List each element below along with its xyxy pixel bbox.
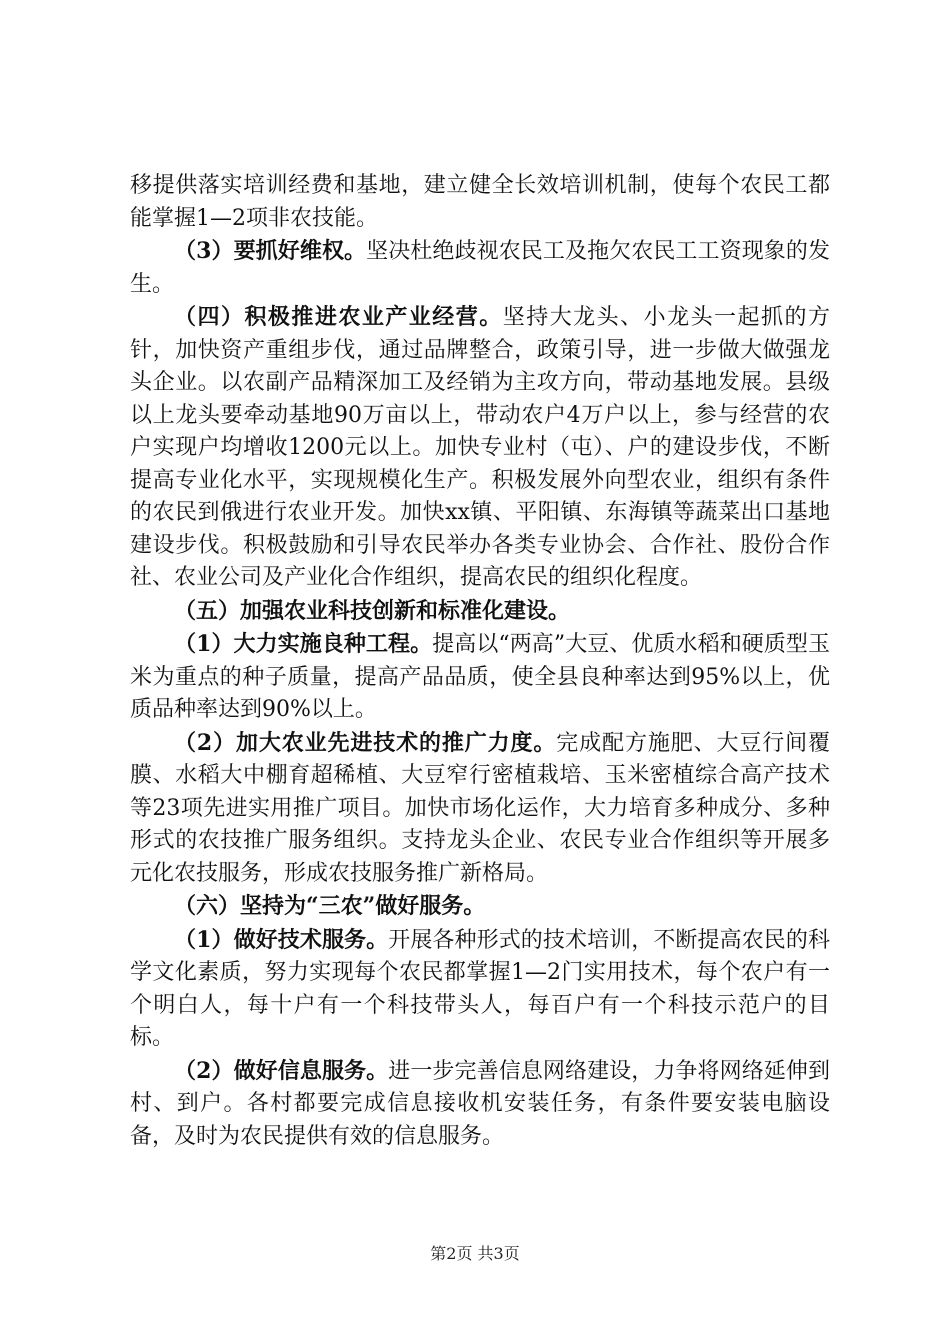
paragraph-9: [130, 1055, 830, 1154]
paragraph-2: [130, 235, 830, 301]
paragraph-6-heading: （2）加大农业先进技术的推广力度。: [174, 729, 557, 756]
paragraph-4: [130, 595, 830, 629]
paragraph-8-text: 开展各种形式的技术培训，不断提高农民的科学文化素质，努力实现每个农民都掌握1—2门实用技术，每个农户有一个明白人，每十户有一个科技带头人，每百户有一个科技示范户的目标。: [130, 927, 830, 1050]
paragraph-7: [130, 890, 830, 924]
paragraph-9-text: 进一步完善信息网络建设，力争将网络延伸到村、到户。各村都要完成信息接收机安装任务，有条件要安装电脑设备，及时为农民提供有效的信息服务。: [130, 1058, 830, 1149]
paragraph-5: [130, 628, 830, 727]
paragraph-5-heading: （1）大力实施良种工程。: [174, 631, 433, 657]
paragraph-1: [130, 170, 830, 235]
paragraph-8: [130, 924, 830, 1055]
paragraph-4-heading: （五）加强农业科技创新和标准化建设。: [174, 597, 571, 624]
paragraph-5-text: 提高以“两高”大豆、优质水稻和硬质型玉米为重点的种子质量，提高产品品质，使全县良种率达到95%以上，优质品种率达到90%以上。: [130, 632, 830, 722]
paragraph-3-heading: （四）积极推进农业产业经营。: [174, 304, 503, 330]
paragraph-2-text: 坚决杜绝歧视农民工及拖欠农民工工资现象的发生。: [130, 239, 830, 297]
page-number-label: 第2页 共3页: [430, 1244, 520, 1263]
paragraph-2-heading: （3）要抓好维权。: [174, 238, 367, 264]
paragraph-6-text: 完成配方施肥、大豆行间覆膜、水稻大中棚育超稀植、大豆窄行密植栽培、玉米密植综合高产技术等23项先进实用推广项目。加快市场化运作，大力培育多种成分、多种形式的农技推广服务组织。支持龙头企业、农民专业合作组织等开展多元化农技服务，形成农技服务推广新格局。: [130, 730, 830, 886]
paragraph-1-text: 移提供落实培训经费和基地，建立健全长效培训机制，使每个农民工都能掌握1—2项非农技能。: [130, 173, 830, 231]
paragraph-3-text: 坚持大龙头、小龙头一起抓的方针，加快资产重组步伐，通过品牌整合，政策引导，进一步做大做强龙头企业。以农副产品精深加工及经销为主攻方向，带动基地发展。县级以上龙头要牵动基地90万亩以上，带动农户4万户以上，参与经营的农户实现户均增收1200元以上。加快专业村（屯）、户的建设步伐，不断提高专业化水平，实现规模化生产。积极发展外向型农业，组织有条件的农民到俄进行农业开发。加快xx镇、平阳镇、东海镇等蔬菜出口基地建设步伐。积极鼓励和引导农民举办各类专业协会、合作社、股份合作社、农业公司及产业化合作组织，提高农民的组织化程度。: [130, 305, 830, 590]
paragraph-9-heading: （2）做好信息服务。: [174, 1057, 389, 1084]
paragraph-8-heading: （1）做好技术服务。: [174, 926, 389, 953]
page-footer: [0, 1241, 950, 1264]
paragraph-3: [130, 301, 830, 595]
paragraph-7-heading: （六）坚持为“三农”做好服务。: [174, 893, 486, 919]
document-body: [130, 170, 830, 1153]
paragraph-6: [130, 727, 830, 891]
